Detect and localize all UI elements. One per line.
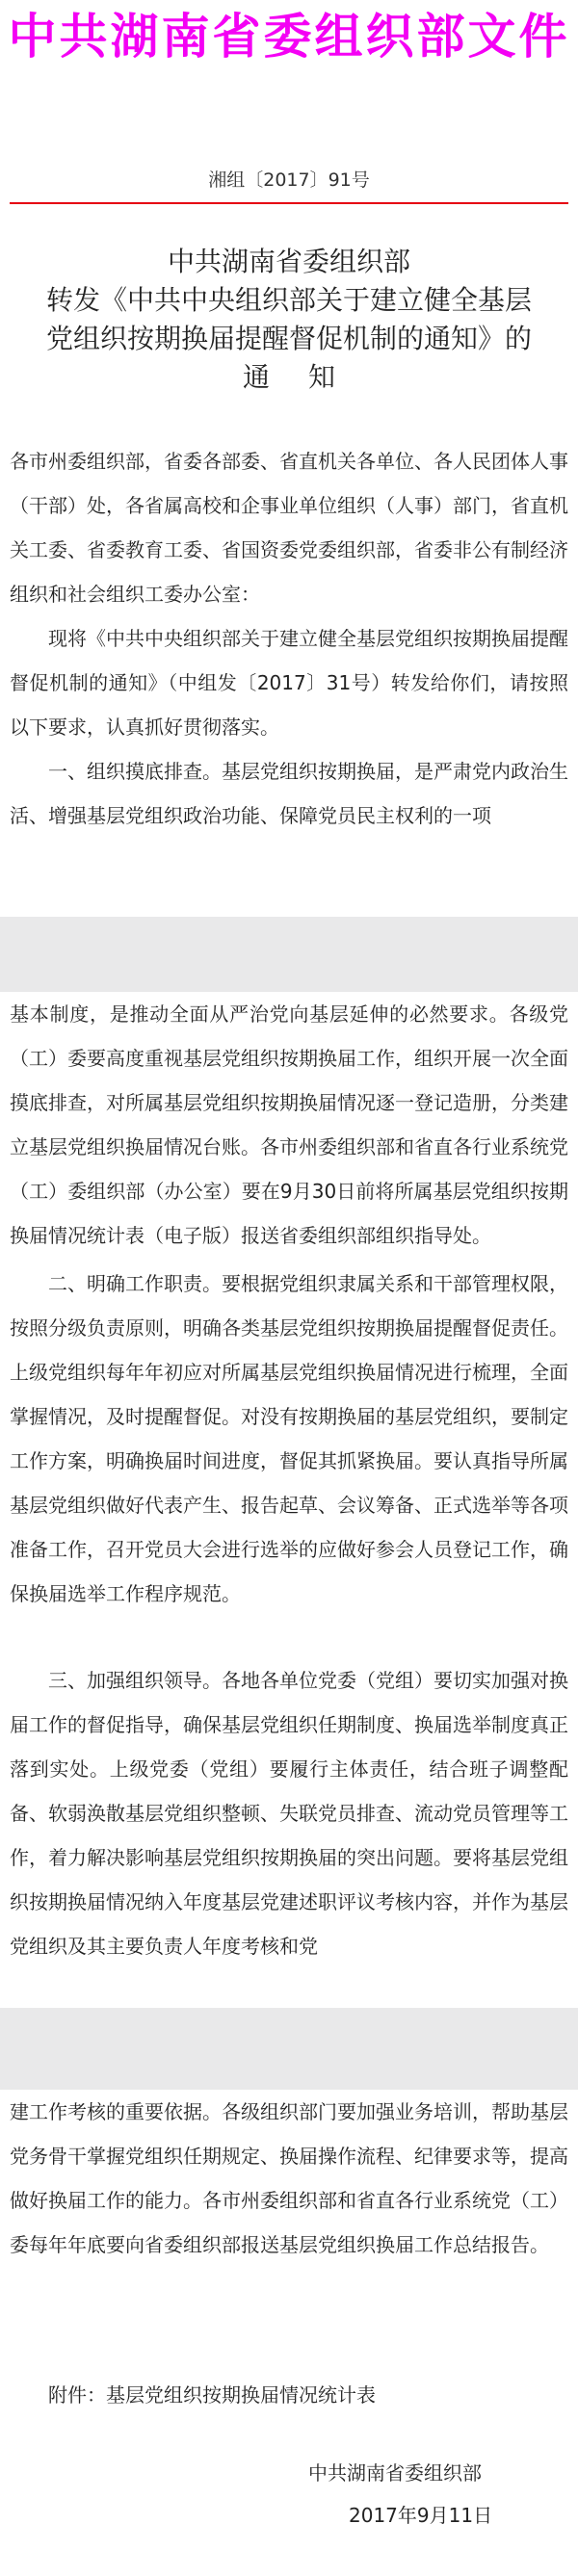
page-gap [0, 917, 578, 992]
addressee-paragraph: 各市州委组织部，省委各部委、省直机关各单位、各人民团体人事（干部）处，各省属高校和企事业单位组织（人事）部门，省直机关工委、省委教育工委、省国资委党委组织部，省委非公有制经济组织和社会组织工委办公室： [10, 450, 568, 606]
page-2 [0, 992, 578, 2008]
title-line-2: 转发《中共中央组织部关于建立健全基层 [45, 284, 532, 316]
section-3-paragraph-part2: 建工作考核的重要依据。各级组织部门要加强业务培训，帮助基层党务骨干掌握党组织任期规定、换届操作流程、纪律要求等，提高做好换届工作的能力。各市州委组织部和省直各行业系统党（工）委每年年底要向省委组织部报送基层党组织换届工作总结报告。 [10, 2100, 568, 2256]
section-3-paragraph-part1: 三、加强组织领导。各地各单位党委（党组）要切实加强对换届工作的督促指导，确保基层党组织任期制度、换届选举制度真正落到实处。上级党委（党组）要履行主体责任，结合班子调整配备、软弱涣散基层党组织整顿、失联党员排查、流动党员管理等工作，着力解决影响基层党组织按期换届的突出问题。要将基层党组织按期换届情况纳入年度基层党建述职评议考核内容，并作为基层党组织及其主要负责人年度考核和党 [10, 1669, 568, 1958]
masthead: 中共湖南省委组织部文件 [8, 9, 570, 65]
red-rule-divider [10, 202, 568, 204]
document-title [0, 243, 578, 397]
intro-paragraph: 现将《中共中央组织部关于建立健全基层党组织按期换届提醒督促机制的通知》（中组发〔2017〕31号）转发给你们，请按照以下要求，认真抓好贯彻落实。 [10, 627, 568, 739]
page-gap [0, 2008, 578, 2090]
title-line-3: 党组织按期换届提醒督促机制的通知》的 [45, 323, 532, 354]
page-1 [0, 0, 578, 917]
signature-date: 2017年9月11日 [349, 2504, 493, 2527]
section-1-paragraph-part2: 基本制度，是推动全面从严治党向基层延伸的必然要求。各级党（工）委要高度重视基层党组织按期换届工作，组织开展一次全面摸底排查，对所属基层党组织按期换届情况逐一登记造册，分类建立基层党组织换届情况台账。各市州委组织部和省直各行业系统党（工）委组织部（办公室）要在9月30日前将所属基层党组织按期换届情况统计表（电子版）报送省委组织部组织指导处。 [10, 1002, 568, 1247]
section-2-paragraph: 二、明确工作职责。要根据党组织隶属关系和干部管理权限，按照分级负责原则，明确各类基层党组织按期换届提醒督促责任。上级党组织每年年初应对所属基层党组织换届情况进行梳理，全面掌握情况，及时提醒督促。对没有按期换届的基层党组织，要制定工作方案，明确换届时间进度，督促其抓紧换届。要认真指导所属基层党组织做好代表产生、报告起草、会议筹备、正式选举等各项准备工作，召开党员大会进行选举的应做好参会人员登记工作，确保换届选举工作程序规范。 [10, 1272, 568, 1605]
title-line-1: 中共湖南省委组织部 [167, 246, 410, 277]
document-number: 湘组〔2017〕91号 [208, 169, 370, 191]
section-1-paragraph-part1: 一、组织摸底排查。基层党组织按期换届，是严肃党内政治生活、增强基层党组织政治功能、保障党员民主权利的一项 [10, 760, 568, 827]
attachment-note: 附件：基层党组织按期换届情况统计表 [48, 2383, 376, 2407]
title-line-4: 通知 [242, 361, 374, 393]
signature-organization: 中共湖南省委组织部 [308, 2461, 482, 2485]
